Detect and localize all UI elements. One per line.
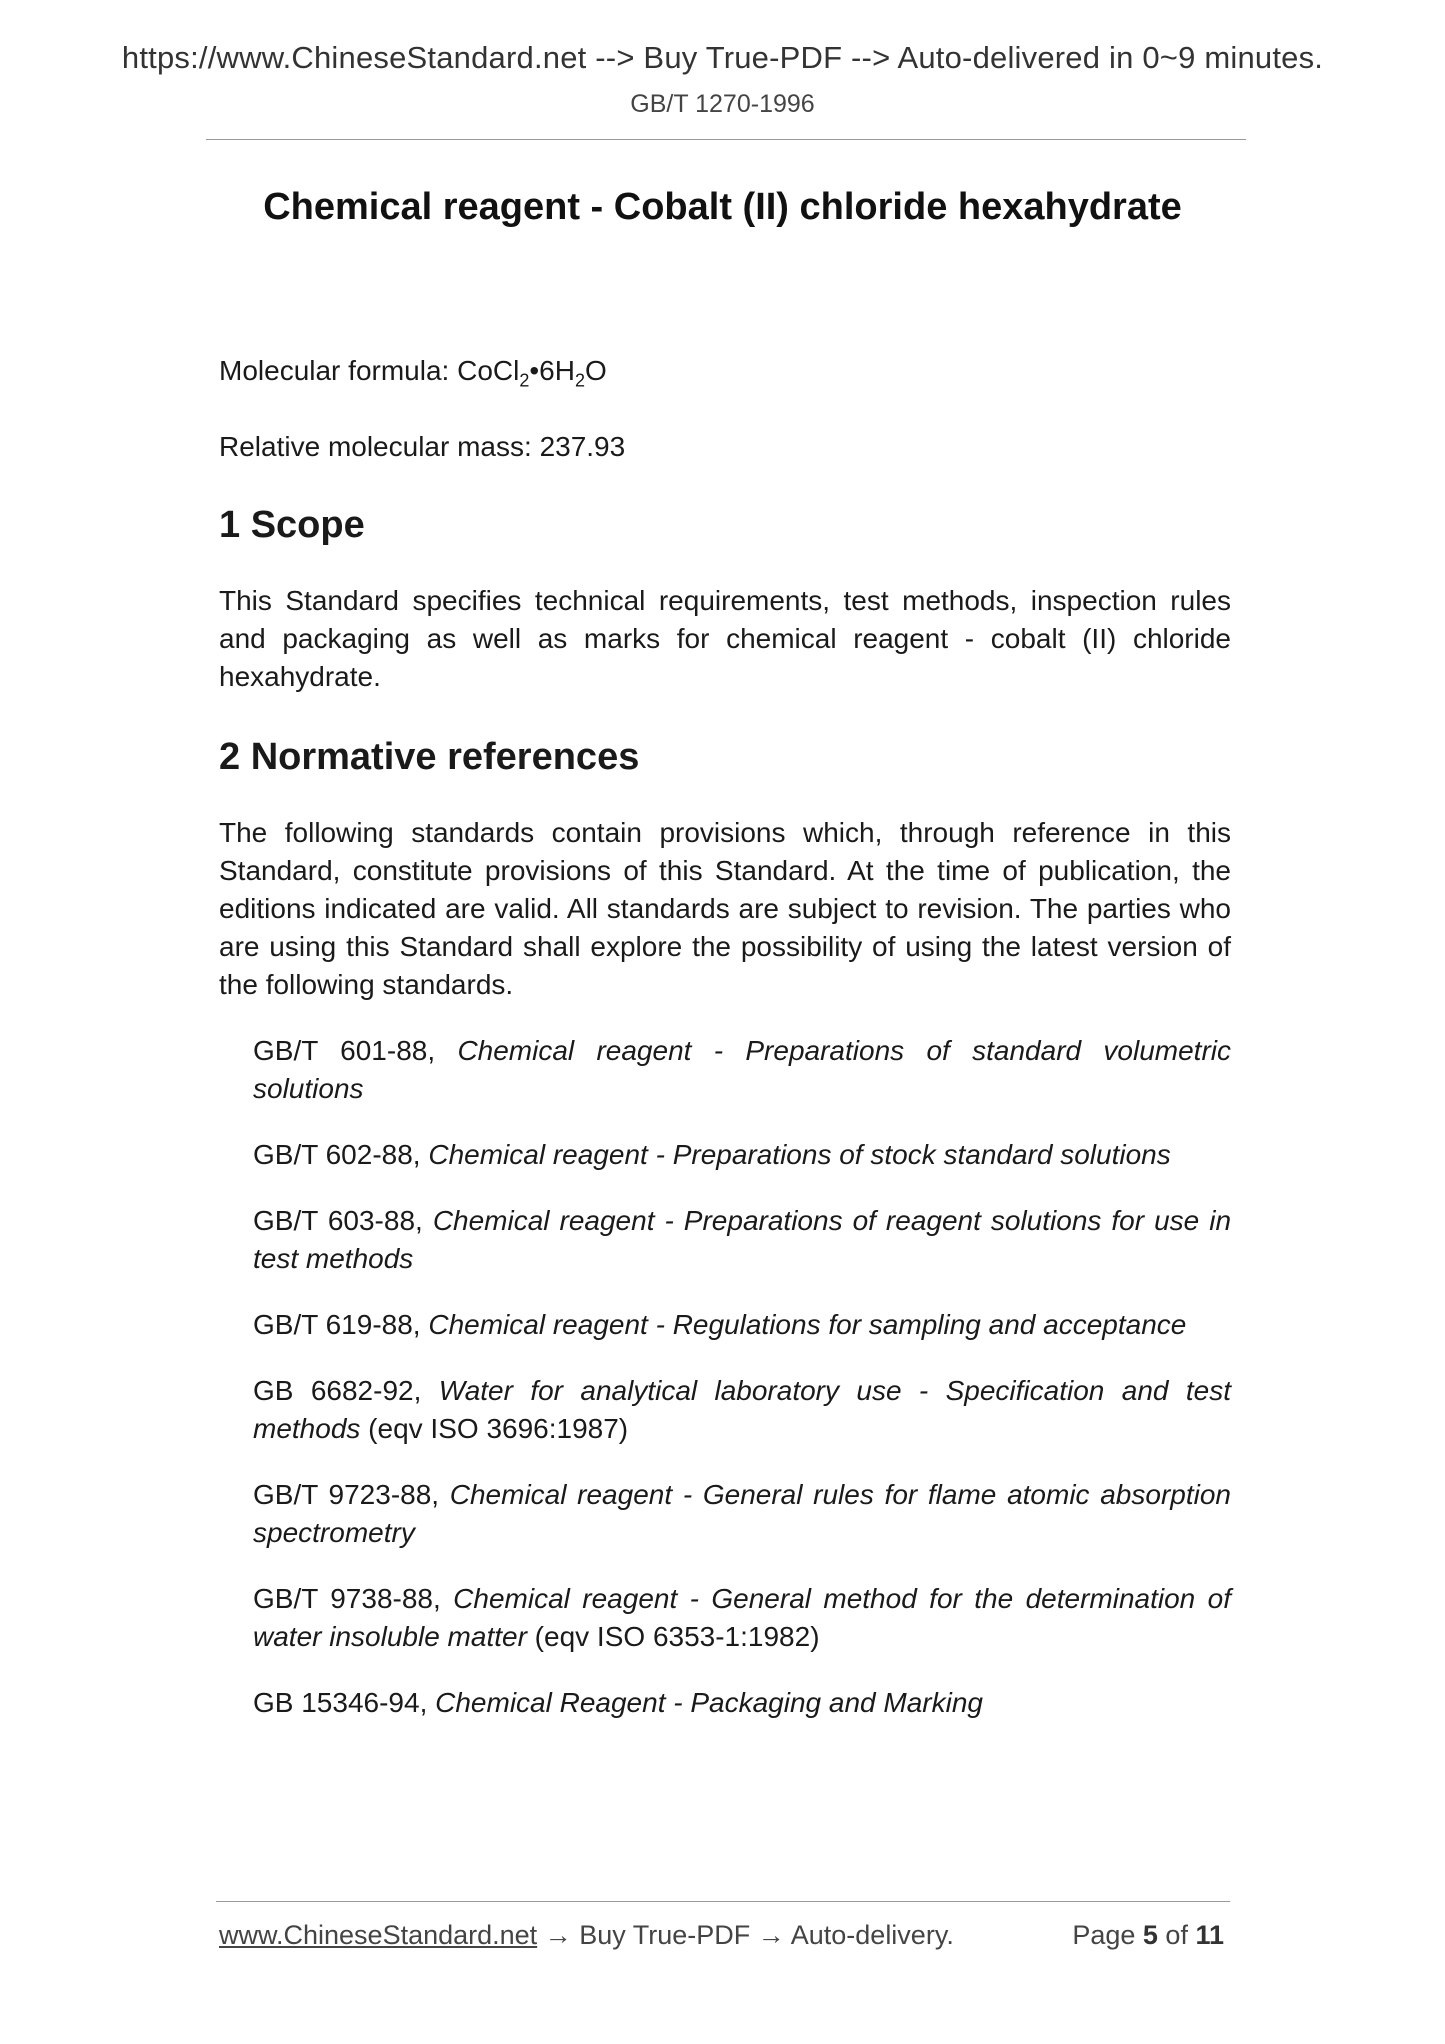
- header-divider: [206, 139, 1246, 140]
- page-footer: [219, 1920, 1224, 1951]
- website-link[interactable]: www.ChineseStandard.net: [219, 1920, 538, 1950]
- document-body: [219, 352, 1231, 1750]
- reference-code: GB/T 619-88,: [253, 1308, 429, 1340]
- reference-code: GB/T 602-88,: [253, 1138, 429, 1170]
- reference-code: GB/T 603-88,: [253, 1204, 433, 1236]
- mass-value: 237.93: [539, 430, 626, 462]
- reference-title: Chemical reagent - Preparations of reagent solutions for use in test methods: [253, 1204, 1232, 1274]
- reference-code: GB/T 9738-88,: [253, 1582, 454, 1614]
- footer-tagline-group: [219, 1920, 954, 1951]
- page-of-label: of: [1157, 1920, 1196, 1950]
- reference-suffix: (eqv ISO 3696:1987): [360, 1412, 629, 1444]
- reference-item: [253, 1136, 1231, 1174]
- reference-item: [253, 1306, 1231, 1344]
- reference-title: Chemical reagent - General method for the determination of water insoluble matter: [253, 1582, 1231, 1652]
- page-total: 11: [1195, 1920, 1224, 1950]
- reference-item: [253, 1032, 1231, 1108]
- formula-subscript: 2: [574, 370, 585, 391]
- page-current: 5: [1142, 1920, 1158, 1950]
- footer-tagline: → Buy True-PDF → Auto-delivery.: [537, 1920, 954, 1950]
- reference-item: [253, 1580, 1231, 1656]
- reference-code: GB 15346-94,: [253, 1686, 436, 1718]
- scope-paragraph: This Standard specifies technical requirements, test methods, inspection rules and packaging as well as marks for chemical reagent - cobalt (II) chloride hexahydrate.: [219, 584, 1231, 692]
- standard-code: GB/T 1270-1996: [630, 90, 815, 118]
- document-title: Chemical reagent - Cobalt (II) chloride hexahydrate: [263, 186, 1182, 228]
- page-indicator: [1072, 1920, 1224, 1951]
- page-label: Page: [1072, 1920, 1143, 1950]
- reference-item: [253, 1202, 1231, 1278]
- reference-item: [253, 1476, 1231, 1552]
- molecular-formula: [219, 352, 1231, 400]
- reference-title: Chemical reagent - Regulations for sampling and acceptance: [428, 1308, 1187, 1340]
- references-paragraph: The following standards contain provisions which, through reference in this Standard, constitute provisions of this Standard. At the time of publication, the editions indicated are valid. All standards are subject to revision. The parties who are using this Standard shall explore the possibility of using the latest version of the following standards.: [219, 816, 1231, 1000]
- reference-item: [253, 1684, 1231, 1722]
- reference-suffix: (eqv ISO 6353-1:1982): [526, 1620, 820, 1652]
- footer-divider: [216, 1901, 1230, 1902]
- reference-title: Chemical reagent - Preparations of standard volumetric solutions: [253, 1034, 1231, 1104]
- reference-code: GB/T 9723-88,: [253, 1478, 450, 1510]
- formula-part: •6H: [529, 355, 575, 386]
- formula-part: O: [584, 355, 607, 386]
- reference-item: [253, 1372, 1231, 1448]
- formula-part: CoCl: [457, 355, 520, 386]
- section-heading-references: 2 Normative references: [219, 735, 640, 778]
- reference-list: [219, 1032, 1231, 1722]
- reference-code: GB 6682-92,: [253, 1374, 439, 1406]
- formula-label: Molecular formula:: [219, 355, 458, 386]
- reference-code: GB/T 601-88,: [253, 1034, 458, 1066]
- molecular-mass: [219, 428, 1231, 466]
- source-banner: https://www.ChineseStandard.net --> Buy True-PDF --> Auto-delivered in 0~9 minutes.: [121, 40, 1324, 75]
- formula-subscript: 2: [519, 370, 530, 391]
- reference-title: Water for analytical laboratory use - Specification and test methods: [253, 1374, 1231, 1444]
- mass-label: Relative molecular mass:: [219, 430, 540, 462]
- reference-title: Chemical reagent - General rules for flame atomic absorption spectrometry: [253, 1478, 1231, 1548]
- reference-title: Chemical reagent - Preparations of stock standard solutions: [428, 1138, 1171, 1170]
- reference-title: Chemical Reagent - Packaging and Marking: [435, 1686, 983, 1718]
- section-heading-scope: 1 Scope: [219, 503, 365, 546]
